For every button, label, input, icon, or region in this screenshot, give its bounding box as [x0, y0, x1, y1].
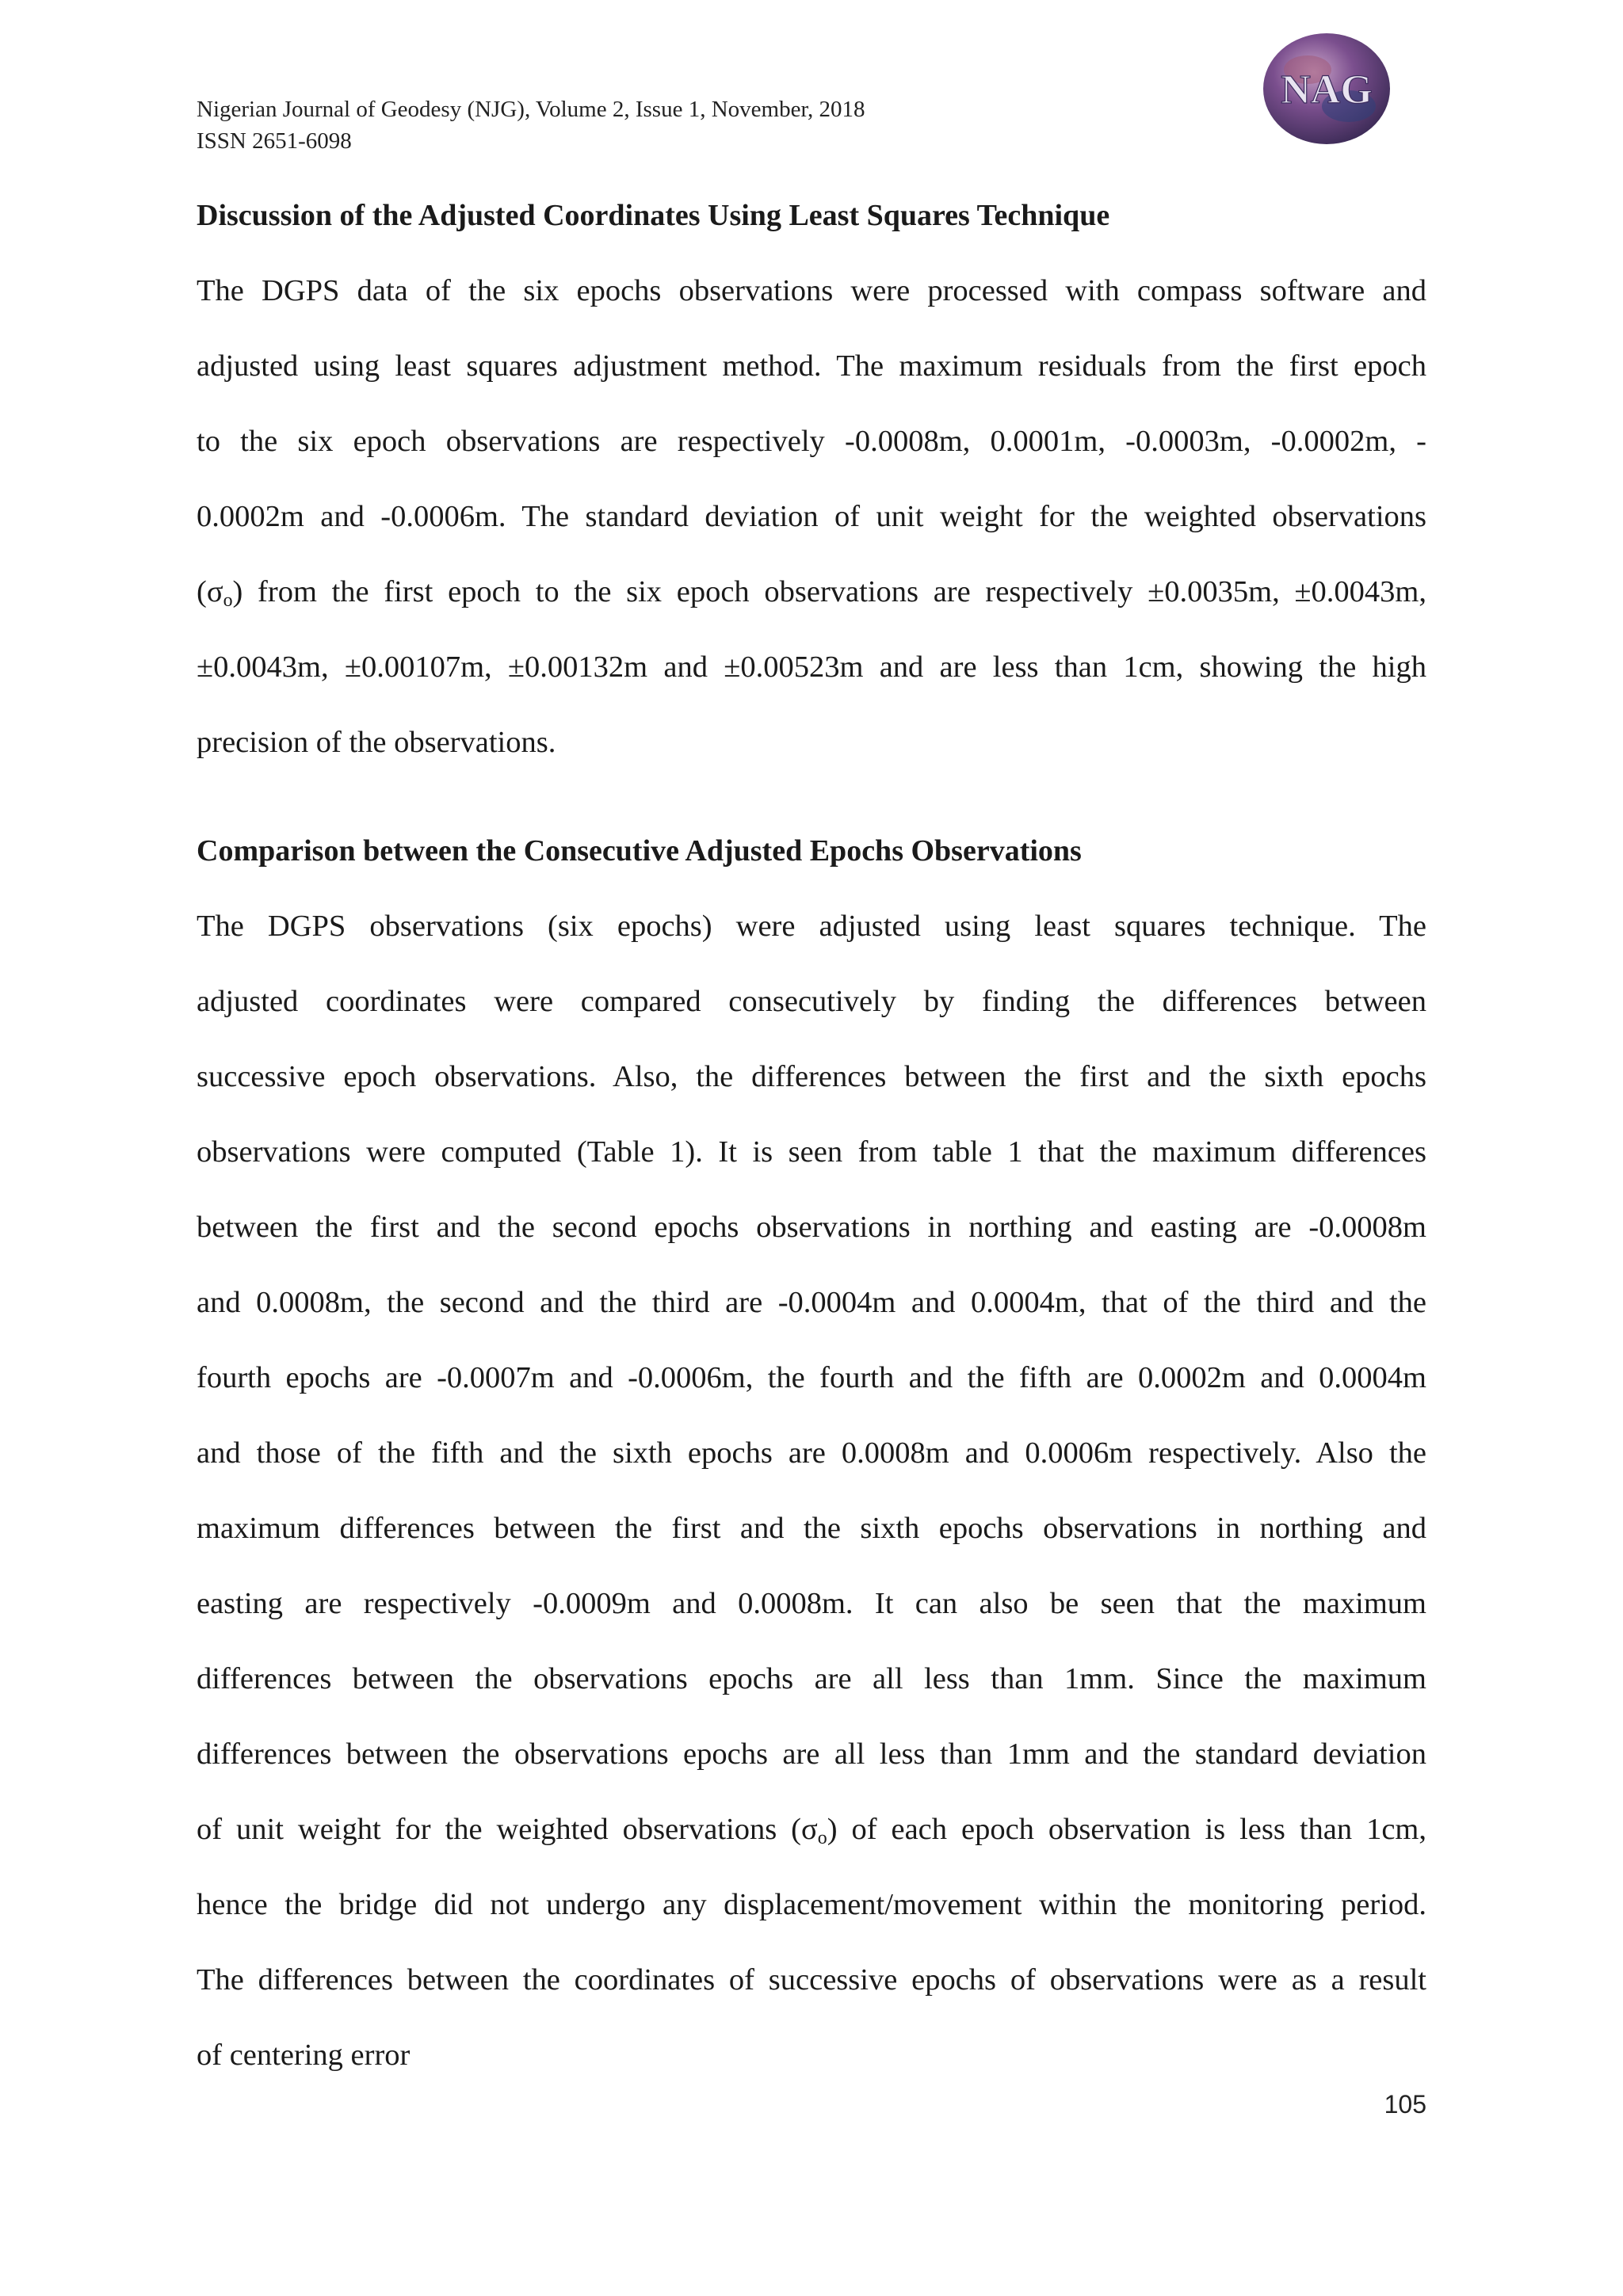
text-line: adjusted using least squares adjustment method. The maximum residuals from the first epoch: [197, 349, 1426, 383]
journal-logo: [1260, 30, 1393, 147]
text-line: precision of the observations.: [197, 726, 556, 759]
text-line: easting are respectively -0.0009m and 0.0008m. It can also be seen that the maximum: [197, 1587, 1426, 1620]
text-fragment: (σ: [197, 575, 223, 608]
text-line: ±0.0043m, ±0.00107m, ±0.00132m and ±0.00523m and are less than 1cm, showing the high: [197, 650, 1426, 684]
page-number: 105: [1384, 2090, 1426, 2119]
subscript: o: [223, 589, 233, 611]
paragraph-comparison: [197, 889, 1426, 2093]
text-line: between the first and the second epochs observations in northing and easting are -0.0008m: [197, 1211, 1426, 1244]
text-line: maximum differences between the first and the sixth epochs observations in northing and: [197, 1512, 1426, 1545]
logo-text: NAG: [1281, 67, 1373, 113]
journal-title-line: Nigerian Journal of Geodesy (NJG), Volume 2, Issue 1, November, 2018: [197, 97, 865, 122]
subscript: o: [817, 1827, 827, 1848]
text-line: of centering error: [197, 2039, 411, 2072]
text-line: and 0.0008m, the second and the third are -0.0004m and 0.0004m, that of the third and the: [197, 1286, 1426, 1319]
text-line: The differences between the coordinates of successive epochs of observations were as a result: [197, 1963, 1426, 1997]
running-header: [197, 93, 865, 157]
text-line: 0.0002m and -0.0006m. The standard deviation of unit weight for the weighted observations: [197, 500, 1426, 533]
section-heading-comparison: Comparison between the Consecutive Adjusted Epochs Observations: [197, 834, 1082, 868]
text-line: differences between the observations epochs are all less than 1mm. Since the maximum: [197, 1662, 1426, 1695]
section-heading-adjusted-coordinates: Discussion of the Adjusted Coordinates Using Least Squares Technique: [197, 199, 1110, 232]
text-fragment: ) from the first epoch to the six epoch observations are respectively ±0.0035m, ±0.0043m,: [232, 575, 1426, 608]
text-line: [197, 1792, 1426, 1867]
issn-line: ISSN 2651-6098: [197, 128, 352, 154]
text-fragment: ) of each epoch observation is less than 1cm,: [827, 1813, 1426, 1846]
text-line: adjusted coordinates were compared consecutively by finding the differences between: [197, 985, 1426, 1018]
text-fragment: of unit weight for the weighted observations (σ: [197, 1813, 818, 1846]
text-line: fourth epochs are -0.0007m and -0.0006m, the fourth and the fifth are 0.0002m and 0.0004m: [197, 1361, 1426, 1394]
text-line: [197, 555, 1426, 630]
text-line: The DGPS observations (six epochs) were adjusted using least squares technique. The: [197, 910, 1426, 943]
text-line: hence the bridge did not undergo any displacement/movement within the monitoring period.: [197, 1888, 1426, 1921]
text-line: observations were computed (Table 1). It is seen from table 1 that the maximum differences: [197, 1135, 1426, 1169]
text-line: differences between the observations epochs are all less than 1mm and the standard deviation: [197, 1737, 1426, 1771]
paragraph-adjusted-coordinates: [197, 254, 1426, 780]
text-line: to the six epoch observations are respectively -0.0008m, 0.0001m, -0.0003m, -0.0002m, -: [197, 425, 1426, 458]
text-line: successive epoch observations. Also, the differences between the first and the sixth epochs: [197, 1060, 1426, 1093]
text-line: and those of the fifth and the sixth epochs are 0.0008m and 0.0006m respectively. Also the: [197, 1436, 1426, 1470]
text-line: The DGPS data of the six epochs observations were processed with compass software and: [197, 274, 1426, 307]
